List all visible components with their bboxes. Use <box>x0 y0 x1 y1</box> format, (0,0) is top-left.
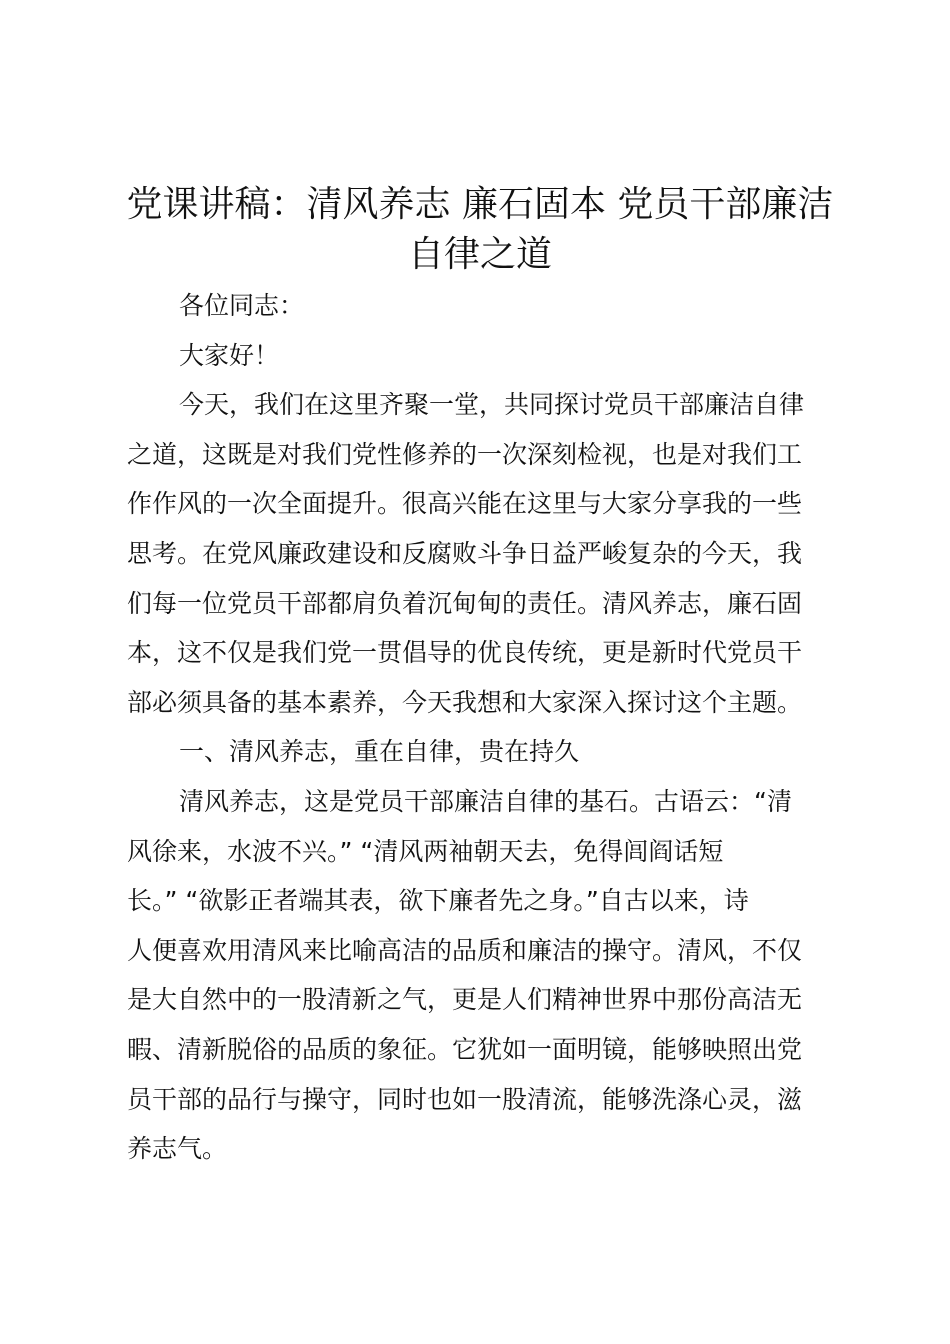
intro-line: 今天，我们在这里齐聚一堂，共同探讨党员干部廉洁自律 <box>179 390 805 420</box>
intro-line: 们每一位党员干部都肩负着沉甸甸的责任。清风养志，廉石固 <box>127 588 803 618</box>
intro-line: 思考。在党风廉政建设和反腐败斗争日益严峻复杂的今天，我 <box>127 538 803 568</box>
title-line-2: 自律之道 <box>407 234 552 275</box>
section-line: 暇、清新脱俗的品质的象征。它犹如一面明镜，能够映照出党 <box>127 1034 803 1064</box>
intro-line: 之道，这既是对我们党性修养的一次深刻检视，也是对我们工 <box>127 439 803 469</box>
intro-line: 作作风的一次全面提升。很高兴能在这里与大家分享我的一些 <box>127 489 803 519</box>
section-line: 是大自然中的一股清新之气，更是人们精神世界中那份高洁无 <box>127 985 803 1015</box>
section-line: 风徐来，水波不兴。” “清风两袖朝天去，免得闾阎话短 <box>127 836 724 866</box>
document-title <box>110 180 850 280</box>
section-line: 养志气。 <box>127 1134 228 1164</box>
title-line-1: 党课讲稿：清风养志 廉石固本 党员干部廉洁 <box>126 184 834 225</box>
intro-paragraph <box>127 380 837 727</box>
section-line: 员干部的品行与操守，同时也如一股清流，能够洗涤心灵，滋 <box>127 1084 803 1114</box>
section-1-paragraph <box>127 777 837 1174</box>
section-line: 人便喜欢用清风来比喻高洁的品质和廉洁的操守。清风，不仅 <box>127 935 803 965</box>
section-heading: 一、清风养志，重在自律，贵在持久 <box>179 737 580 767</box>
greeting-salutation: 各位同志： <box>179 291 305 320</box>
section-line: 清风养志，这是党员干部廉洁自律的基石。古语云：“清 <box>179 786 792 816</box>
section-line: 长。” “欲影正者端其表，欲下廉者先之身。”自古以来，诗 <box>127 886 749 916</box>
intro-line: 部必须具备的基本素养，今天我想和大家深入探讨这个主题。 <box>127 687 803 717</box>
intro-line: 本，这不仅是我们党一贯倡导的优良传统，更是新时代党员干 <box>127 638 803 668</box>
greeting-hello: 大家好！ <box>179 340 280 370</box>
document-body <box>127 281 837 1174</box>
